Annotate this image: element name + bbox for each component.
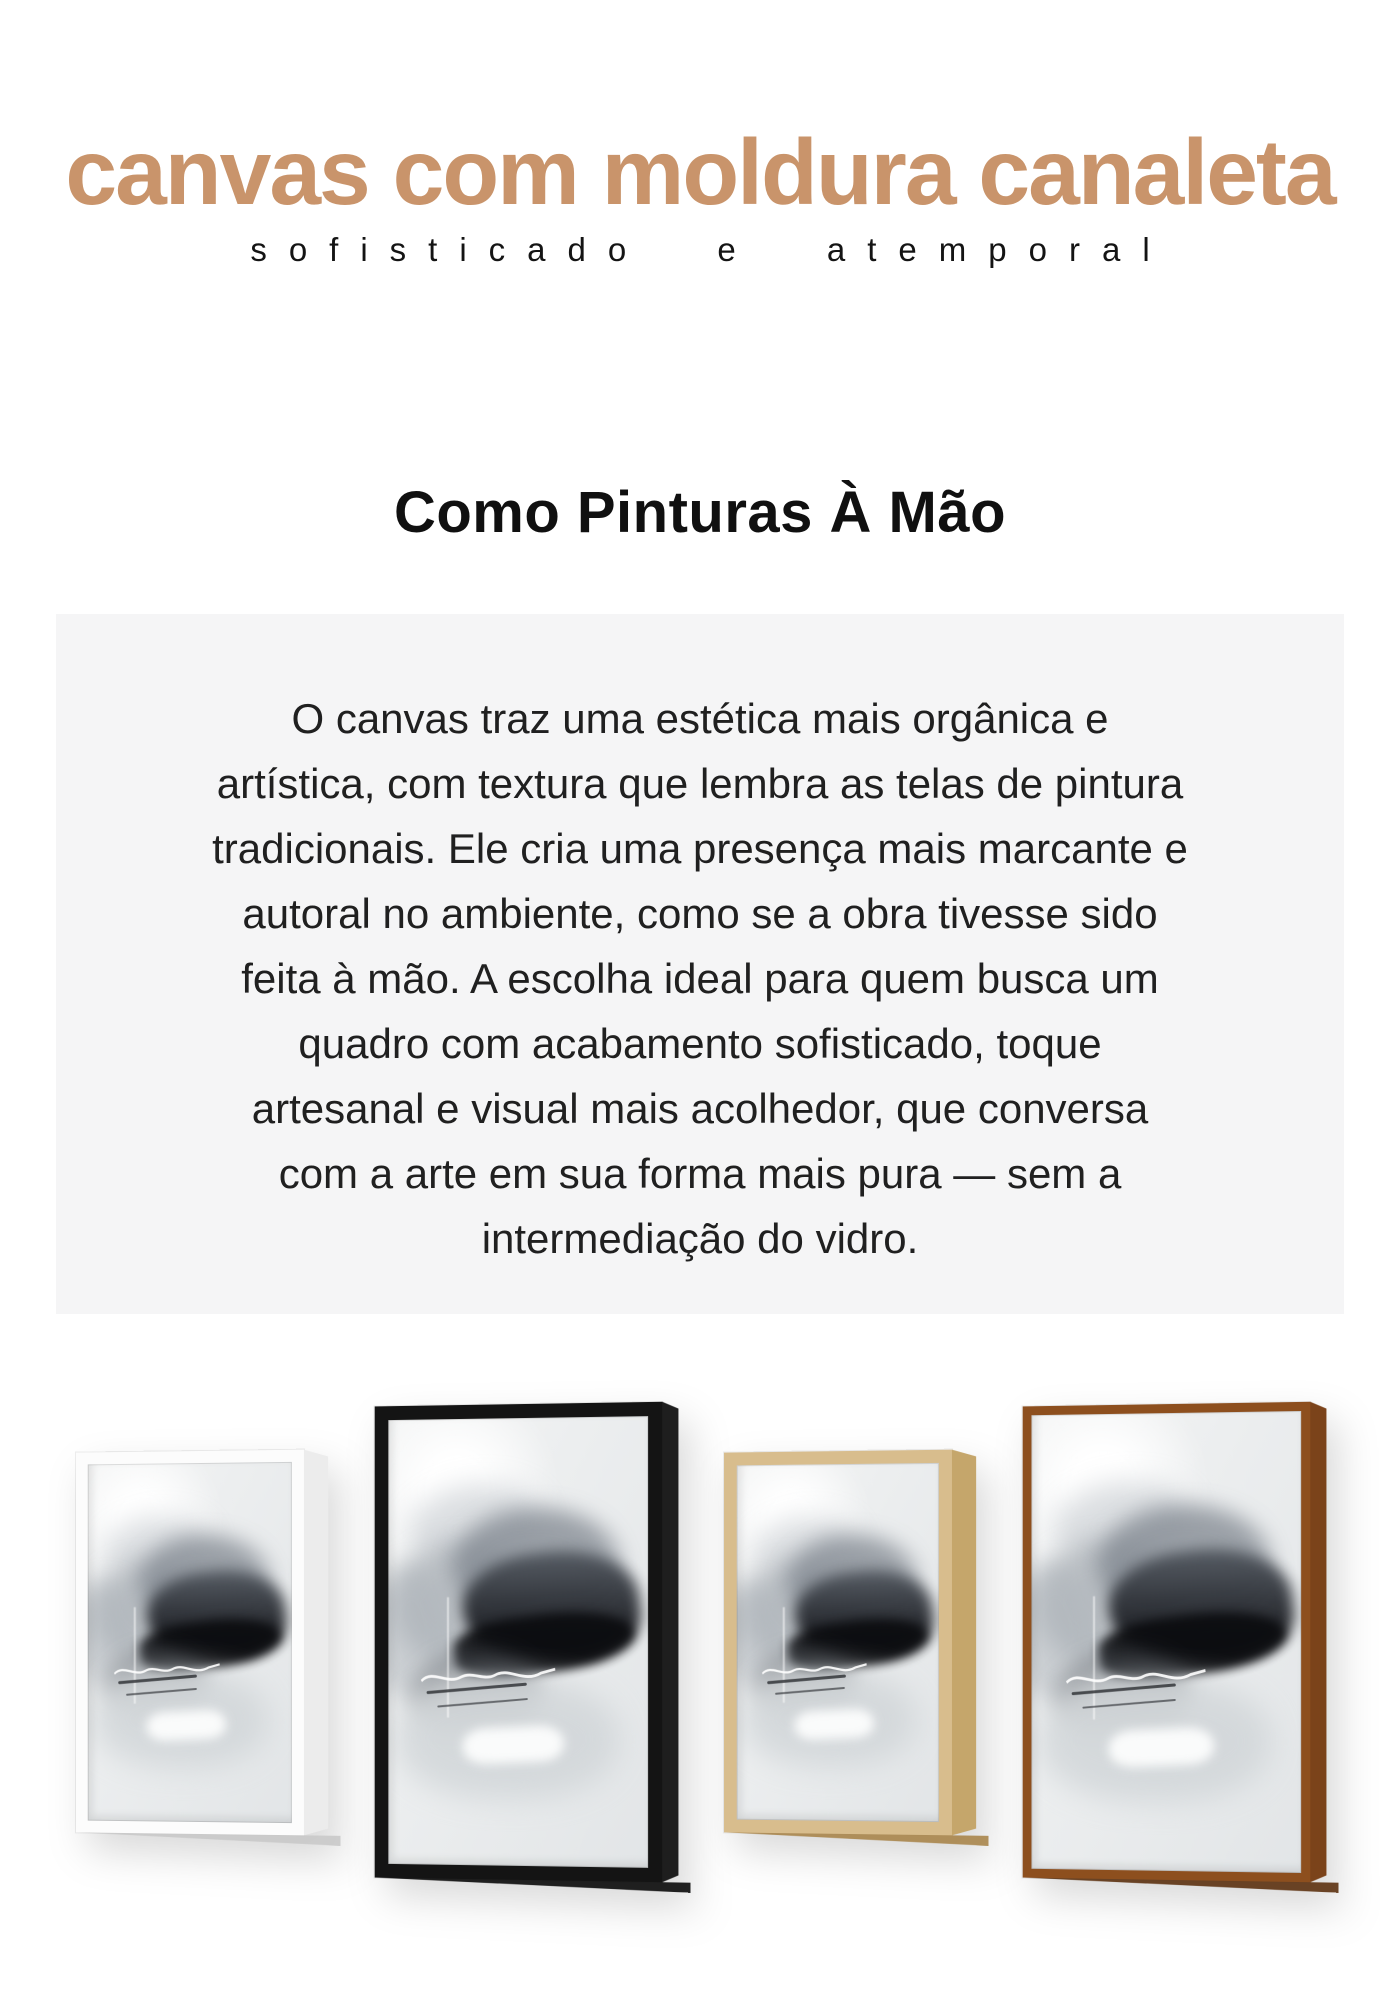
frame-face	[1023, 1402, 1311, 1882]
description-line: artesanal e visual mais acolhedor, que conversa	[251, 1085, 1149, 1132]
canvas-artwork	[1031, 1411, 1301, 1873]
frame-face	[76, 1449, 304, 1835]
description-panel	[56, 614, 1344, 1314]
frame-box	[375, 1402, 679, 1883]
art-white-squiggle	[419, 1655, 561, 1696]
description-line: autoral no ambiente, como se a obra tivesse sido	[242, 890, 1158, 937]
frame-side-edge	[952, 1449, 976, 1835]
canvas-artwork	[88, 1461, 292, 1822]
page-title: canvas com moldura canaleta	[65, 120, 1335, 224]
frame-side-edge	[1310, 1402, 1326, 1883]
frame-side-edge	[304, 1449, 328, 1835]
section-heading: Como Pinturas À Mão	[393, 480, 1007, 545]
description-line: O canvas traz uma estética mais orgânica e	[291, 695, 1109, 742]
art-white-squiggle	[761, 1653, 872, 1685]
art-white-brushstroke	[146, 1708, 227, 1740]
header	[0, 0, 1400, 269]
canvas-frame-white	[74, 1451, 328, 1834]
frame-side-edge	[662, 1402, 678, 1883]
description-line: artística, com textura que lembra as telas de pintura	[216, 760, 1184, 807]
description-line: intermediação do vidro.	[481, 1215, 919, 1262]
canvas-frame-black	[372, 1404, 678, 1880]
frames-row	[0, 1404, 1400, 1880]
art-white-brushstroke	[1108, 1726, 1215, 1767]
frame-box	[1023, 1402, 1327, 1883]
frame-face	[724, 1449, 952, 1835]
description-line: tradicionais. Ele cria uma presença mais marcante e	[212, 825, 1188, 872]
description-text	[96, 686, 1304, 1271]
art-white-squiggle	[1063, 1656, 1211, 1697]
frame-box	[76, 1449, 328, 1835]
canvas-artwork	[388, 1416, 648, 1868]
canvas-frame-dark-wood	[1020, 1404, 1326, 1880]
frame-face	[375, 1402, 663, 1882]
description-line: com a arte em sua forma mais pura — sem a	[278, 1150, 1122, 1197]
art-white-squiggle	[112, 1653, 224, 1685]
canvas-artwork	[737, 1462, 939, 1821]
art-white-brushstroke	[462, 1725, 565, 1765]
description-line: quadro com acabamento sofisticado, toque	[298, 1020, 1102, 1067]
page-subtitle: sofisticado e atemporal	[250, 231, 1172, 268]
frame-box	[724, 1449, 976, 1835]
art-white-brushstroke	[794, 1708, 874, 1740]
description-line: feita à mão. A escolha ideal para quem busca um	[241, 955, 1159, 1002]
canvas-frame-light-wood	[722, 1451, 976, 1834]
